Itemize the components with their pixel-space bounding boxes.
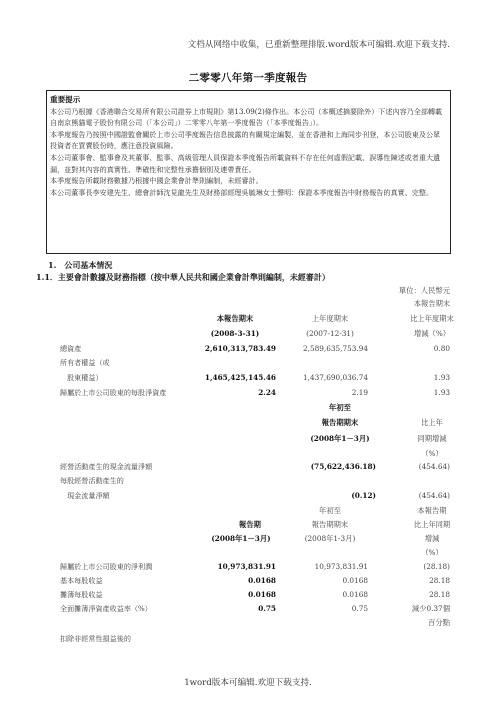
row-label: 扣除非經常性損益後的 bbox=[60, 634, 131, 643]
notice-paragraph: 本公司董事會、監事會及其董事、監事、高級管理人員保證本季度報告所載資料不存在任何虛假記載、誤導性陳述或者重大遺漏，並對其內容的真實性、準確性和完整性承擔個別及連帶責任。 bbox=[50, 152, 441, 174]
col-header: 報告期期末 bbox=[311, 520, 349, 529]
section-heading-1-1: 1.1．主要會計數據及財務指標（按中華人民共和國企業會計準則編制，未經審計） bbox=[36, 272, 330, 282]
page-title: 二零零八年第一季度報告 bbox=[188, 72, 308, 84]
col-header: 本報告期 bbox=[417, 506, 447, 515]
row-label: 歸屬於上市公司股東的淨利潤 bbox=[60, 562, 153, 571]
row-value-change: 減少0.37個 bbox=[411, 604, 450, 613]
notice-title: 重要提示 bbox=[50, 95, 81, 104]
col-header: 年初至 bbox=[329, 403, 351, 412]
row-value-prior: 2,589,635,753.94 bbox=[303, 344, 368, 353]
col-header: 增減（%） bbox=[413, 329, 451, 338]
col-header: 上年度期末 bbox=[311, 314, 349, 323]
row-value-change: 28.18 bbox=[429, 576, 450, 585]
row-label: 總資產 bbox=[60, 344, 82, 353]
row-label: 經營活動產生的現金流量淨額 bbox=[60, 462, 153, 471]
row-value-change: (454.64) bbox=[418, 462, 450, 471]
row-value-change: 0.80 bbox=[433, 344, 450, 353]
row-value-change: 1.93 bbox=[433, 373, 450, 382]
col-header: 比上年 bbox=[421, 418, 443, 427]
notice-paragraph: 本公司乃根據《香港聯合交易所有限公司證券上市規則》第13.09(2)條作出。本公司（本概述摘要除外）下述內容乃全部轉載自南京熊貓電子股份有限公司（「本公司」）二零零八年第一季度報告（「本季度報告」）。 bbox=[50, 106, 443, 128]
row-label: 全面攤薄淨資產收益率（%） bbox=[60, 604, 152, 613]
col-header: （%） bbox=[421, 449, 443, 458]
col-header: （%） bbox=[421, 548, 443, 557]
row-value-current: (0.12) bbox=[351, 491, 376, 500]
row-value-current: 10,973,831.91 bbox=[217, 562, 276, 571]
col-header: (2007-12-31) bbox=[306, 329, 354, 338]
unit-label: 單位：人民幣元 bbox=[398, 286, 450, 295]
row-value-ytd: 10,973,831.91 bbox=[314, 562, 368, 571]
row-label: 攤薄每股收益 bbox=[60, 590, 103, 599]
row-value-current: 1,465,425,145.46 bbox=[204, 373, 276, 382]
notice-paragraph: 本季度報告所載財務數據乃根據中國企業會計準則編制，未經審計。 bbox=[50, 176, 263, 186]
row-label: 基本每股收益 bbox=[60, 576, 103, 585]
col-header: 比上年同期 bbox=[413, 520, 451, 529]
col-header: 本報告期末 bbox=[413, 299, 451, 308]
col-header: 報告期期末 bbox=[321, 418, 359, 427]
row-value-change-unit: 百分點 bbox=[428, 618, 450, 627]
col-header: 年初至 bbox=[319, 506, 341, 515]
notice-paragraph: 本季度報告乃按照中國證監會關於上市公司季度報告信息披露的有關規定編製，並在香港和上海同步刊登，本公司股東及公眾投資者在買賣股份時，應注意投資風險。 bbox=[50, 129, 441, 151]
row-value-current: 0.0168 bbox=[248, 590, 276, 599]
footer-note: 1word版本可编辑.欢迎下载支持. bbox=[184, 678, 312, 688]
row-value-ytd: 0.0168 bbox=[342, 590, 368, 599]
row-value-ytd: 0.0168 bbox=[342, 576, 368, 585]
row-value-ytd: 0.75 bbox=[351, 604, 368, 613]
col-header: (2008年1－3月) bbox=[211, 534, 271, 543]
row-value-current: 2.24 bbox=[258, 388, 276, 397]
notice-paragraph: 本公司董事長李安建先生、總會計師沈見龍先生及財務部經理吳毓琳女士聲明：保證本季度報告中財務報告的真實、完整。 bbox=[50, 187, 434, 197]
col-header: 報告期 bbox=[239, 520, 261, 529]
row-value-change: (28.18) bbox=[423, 562, 450, 571]
row-value-change: (454.64) bbox=[418, 491, 450, 500]
row-value-current: 0.75 bbox=[258, 604, 276, 613]
important-notice-box bbox=[46, 90, 451, 254]
col-header: (2008年1-3月) bbox=[304, 534, 356, 543]
row-value-change: 1.93 bbox=[433, 388, 450, 397]
row-value-prior: 2.19 bbox=[351, 388, 368, 397]
row-label: 現金流量淨額 bbox=[60, 491, 110, 500]
section-heading-1: 1. 公司基本情況 bbox=[48, 260, 113, 270]
row-value-current: 0.0168 bbox=[248, 576, 276, 585]
row-label: 股東權益） bbox=[60, 373, 103, 382]
row-label: 每股經營活動產生的 bbox=[60, 476, 124, 485]
header-note: 文档从网络中收集，已重新整理排版.word版本可编辑.欢迎下载支持. bbox=[187, 40, 450, 50]
col-header: (2008-3-31) bbox=[210, 329, 260, 338]
col-header: 同期增減 bbox=[417, 434, 447, 443]
col-header: (2008年1－3月) bbox=[310, 434, 370, 443]
row-label: 所有者權益（或 bbox=[60, 358, 110, 367]
col-header: 增減 bbox=[424, 534, 440, 543]
row-value-current: 2,610,313,783.49 bbox=[204, 344, 276, 353]
row-value-prior: 1,437,690,036.74 bbox=[303, 373, 368, 382]
row-value-current: (75,622,436.18) bbox=[310, 462, 376, 471]
col-header: 本報告期末 bbox=[216, 314, 254, 323]
row-value-change: 28.18 bbox=[429, 590, 450, 599]
row-label: 歸屬於上市公司股東的每股淨資產 bbox=[60, 388, 167, 397]
col-header: 比上年度期末 bbox=[410, 314, 454, 323]
